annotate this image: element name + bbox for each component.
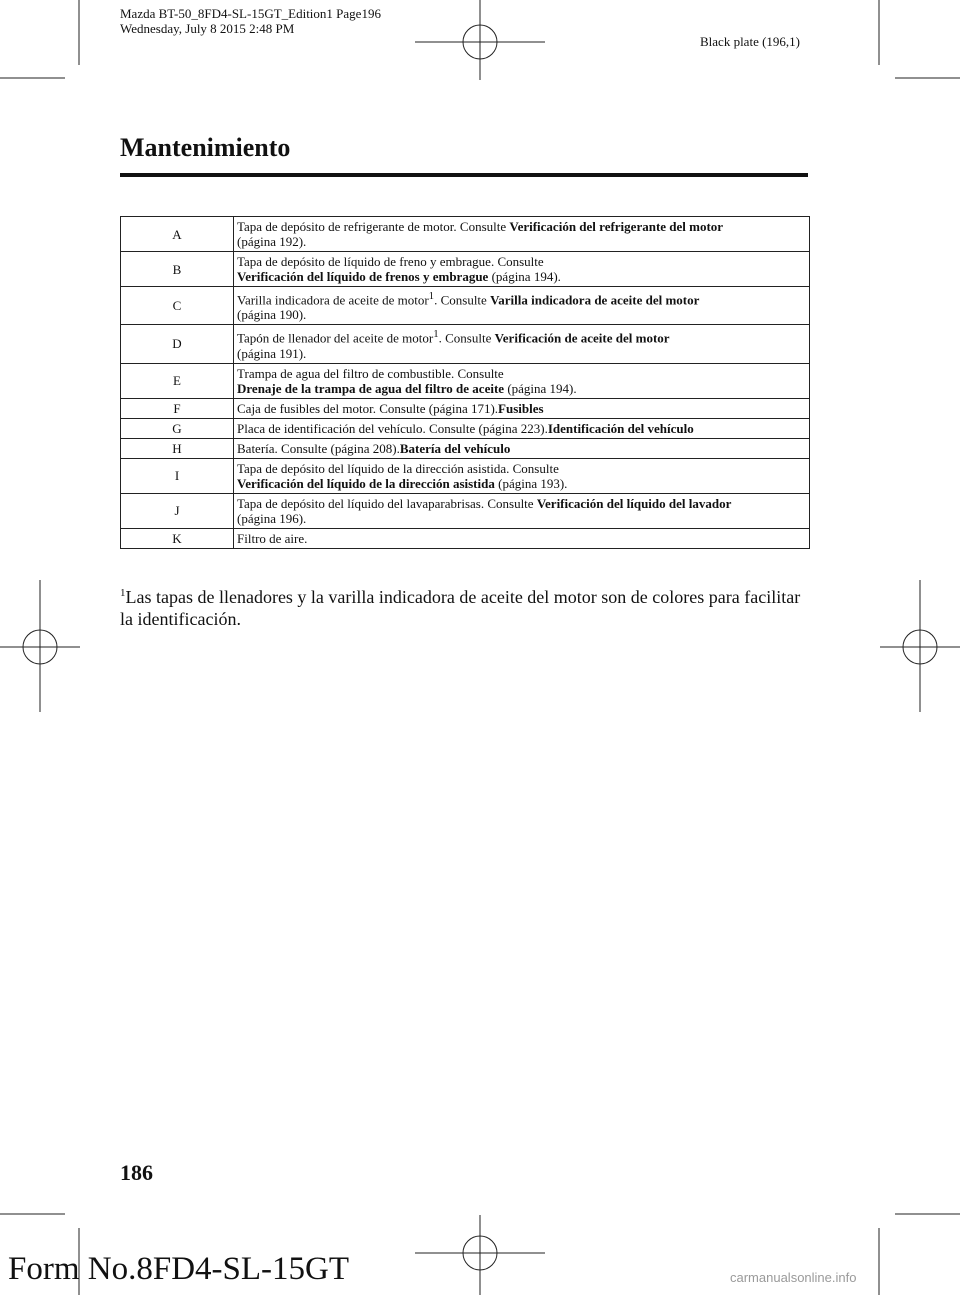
row-tail: (página 171). bbox=[428, 400, 499, 416]
row-description bbox=[234, 325, 810, 363]
table-row bbox=[121, 438, 810, 458]
row-key: I bbox=[121, 458, 234, 493]
row-page-ref: (página 190). bbox=[237, 307, 307, 323]
table-row bbox=[121, 398, 810, 418]
title-rule bbox=[120, 173, 808, 177]
watermark: carmanualsonline.info bbox=[730, 1270, 857, 1285]
row-key: F bbox=[121, 398, 234, 418]
footnote bbox=[120, 582, 810, 630]
row-footnote-ref: 1 bbox=[433, 328, 439, 341]
row-key: C bbox=[121, 287, 234, 325]
row-description bbox=[234, 252, 810, 287]
row-tail: . Consulte bbox=[434, 292, 491, 308]
print-header bbox=[120, 6, 381, 36]
row-description bbox=[234, 363, 810, 398]
row-description bbox=[234, 398, 810, 418]
row-reference: Batería del vehículo bbox=[399, 440, 511, 456]
footnote-marker: 1 bbox=[120, 587, 126, 599]
table-row bbox=[121, 493, 810, 528]
row-tail: (página 223). bbox=[478, 420, 548, 436]
row-text: Trampa de agua del filtro de combustible. Consulte bbox=[237, 365, 504, 381]
footnote-text: Las tapas de llenadores y la varilla indicadora de aceite del motor son de colores para facilitar la identificación. bbox=[120, 587, 801, 629]
row-page-ref: (página 194). bbox=[488, 269, 561, 284]
page-number: 186 bbox=[120, 1160, 153, 1185]
row-key: J bbox=[121, 493, 234, 528]
table-row bbox=[121, 325, 810, 363]
row-description bbox=[234, 418, 810, 438]
table-row bbox=[121, 363, 810, 398]
row-tail: (página 208). bbox=[330, 440, 400, 456]
table-row bbox=[121, 418, 810, 438]
row-reference: Fusibles bbox=[498, 400, 544, 416]
component-table bbox=[120, 216, 810, 549]
row-reference: Drenaje de la trampa de agua del filtro de aceite bbox=[237, 380, 505, 396]
row-text: Caja de fusibles del motor. Consulte bbox=[237, 400, 429, 416]
table-row bbox=[121, 528, 810, 548]
row-text: Filtro de aire. bbox=[237, 530, 308, 546]
row-key: E bbox=[121, 363, 234, 398]
row-page-ref: (página 192). bbox=[237, 234, 307, 249]
component-table-body bbox=[121, 217, 810, 549]
form-number: Form No.8FD4-SL-15GT bbox=[8, 1251, 350, 1287]
row-description bbox=[234, 458, 810, 493]
row-reference: Verificación del líquido de frenos y embrague bbox=[237, 269, 489, 284]
row-reference: Verificación del refrigerante del motor bbox=[509, 219, 724, 234]
table-row bbox=[121, 252, 810, 287]
row-description bbox=[234, 438, 810, 458]
section-title: Mantenimiento bbox=[120, 133, 291, 162]
row-reference: Verificación del líquido de la dirección asistida bbox=[237, 475, 495, 491]
row-reference: Varilla indicadora de aceite del motor bbox=[490, 292, 700, 308]
row-key: H bbox=[121, 438, 234, 458]
row-text: Tapa de depósito del líquido del lavaparabrisas. Consulte bbox=[237, 495, 537, 511]
row-footnote-ref: 1 bbox=[428, 290, 435, 302]
table-row bbox=[121, 217, 810, 252]
row-text: Tapón de llenador del aceite de motor bbox=[237, 330, 434, 346]
row-text: Batería. Consulte bbox=[237, 440, 331, 456]
row-description bbox=[234, 493, 810, 528]
row-tail: . Consulte bbox=[438, 330, 495, 346]
row-key: K bbox=[121, 528, 234, 548]
row-key: B bbox=[121, 252, 234, 287]
row-description bbox=[234, 528, 810, 548]
row-text: Tapa de depósito de líquido de freno y embrague. Consulte bbox=[237, 254, 544, 269]
plate-label: Black plate (196,1) bbox=[700, 34, 800, 49]
table-row bbox=[121, 458, 810, 493]
row-text: Tapa de depósito de refrigerante de motor. Consulte bbox=[237, 219, 510, 234]
row-reference: Verificación de aceite del motor bbox=[494, 330, 670, 346]
row-text: Placa de identificación del vehículo. Consulte bbox=[237, 420, 479, 436]
row-text: Varilla indicadora de aceite de motor bbox=[237, 292, 429, 308]
header-line-2: Wednesday, July 8 2015 2:48 PM bbox=[120, 21, 295, 36]
row-reference: Verificación del líquido del lavador bbox=[536, 495, 732, 511]
row-page-ref: (página 194). bbox=[504, 380, 577, 396]
row-key: G bbox=[121, 418, 234, 438]
row-text: Tapa de depósito del líquido de la dirección asistida. Consulte bbox=[237, 460, 559, 476]
header-line-1: Mazda BT-50_8FD4-SL-15GT_Edition1 Page196 bbox=[120, 6, 381, 21]
row-key: A bbox=[121, 217, 234, 252]
row-page-ref: (página 196). bbox=[237, 510, 307, 526]
row-description bbox=[234, 287, 810, 325]
row-key: D bbox=[121, 325, 234, 363]
row-page-ref: (página 191). bbox=[237, 345, 307, 361]
row-description bbox=[234, 217, 810, 252]
row-page-ref: (página 193). bbox=[494, 475, 568, 491]
row-reference: Identificación del vehículo bbox=[547, 420, 694, 436]
table-row bbox=[121, 287, 810, 325]
